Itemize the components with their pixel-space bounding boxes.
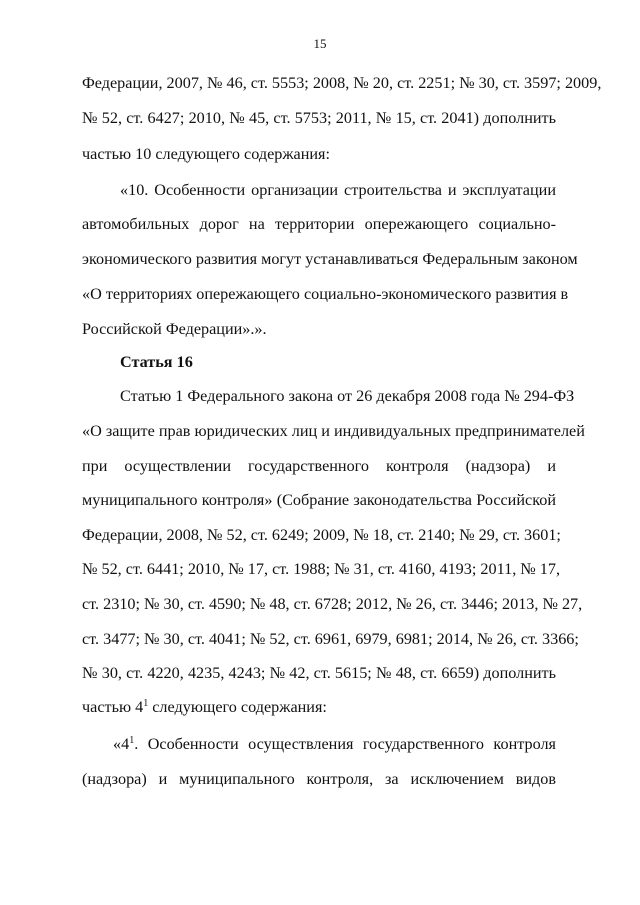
paragraph-line: ст. 3477; № 30, ст. 4041; № 52, ст. 6961, 6979, 6981; 2014, № 26, ст. 3366; [82,630,579,648]
paragraph-line: Статью 1 Федерального закона от 26 декабря 2008 года № 294-ФЗ [120,387,575,405]
superscript: 1 [143,698,149,709]
paragraph-line: «10. Особенности организации строительства и эксплуатации [120,181,556,199]
text-fragment: «4 [113,735,130,753]
paragraph-line [113,734,556,754]
paragraph-line: муниципального контроля» (Собрание законодательства Российской [82,491,556,509]
paragraph-line: (надзора) и муниципального контроля, за исключением видов [82,770,556,788]
paragraph-line: при осуществлении государственного контроля (надзора) и [82,457,556,475]
text-fragment: следующего содержания: [148,698,327,716]
paragraph-line: «О защите прав юридических лиц и индивидуальных предпринимателей [82,422,585,440]
paragraph-line: Российской Федерации».». [82,320,267,338]
paragraph-line: Федерации, 2008, № 52, ст. 6249; 2009, № 18, ст. 2140; № 29, ст. 3601; [82,526,561,544]
paragraph-line: частью 10 следующего содержания: [82,145,330,163]
article-heading: Статья 16 [120,353,193,371]
paragraph-line: Федерации, 2007, № 46, ст. 5553; 2008, № 20, ст. 2251; № 30, ст. 3597; 2009, [82,74,602,92]
paragraph-line: ст. 2310; № 30, ст. 4590; № 48, ст. 6728; 2012, № 26, ст. 3446; 2013, № 27, [82,595,583,613]
paragraph-line: № 30, ст. 4220, 4235, 4243; № 42, ст. 5615; № 48, ст. 6659) дополнить [82,664,556,682]
paragraph-line: № 52, ст. 6441; 2010, № 17, ст. 1988; № 31, ст. 4160, 4193; 2011, № 17, [82,560,561,578]
superscript: 1 [129,735,135,746]
text-fragment: частью 4 [82,698,144,716]
paragraph-line: автомобильных дорог на территории опережающего социально- [82,215,556,233]
text-fragment: . Особенности осуществления государственного контроля [134,735,556,753]
paragraph-line: экономического развития могут устанавливаться Федеральным законом [82,250,578,268]
paragraph-line: № 52, ст. 6427; 2010, № 45, ст. 5753; 2011, № 15, ст. 2041) дополнить [82,109,556,127]
page-number: 15 [313,36,327,51]
paragraph-line: «О территориях опережающего социально-экономического развития в [82,285,569,303]
paragraph-line [82,697,556,717]
